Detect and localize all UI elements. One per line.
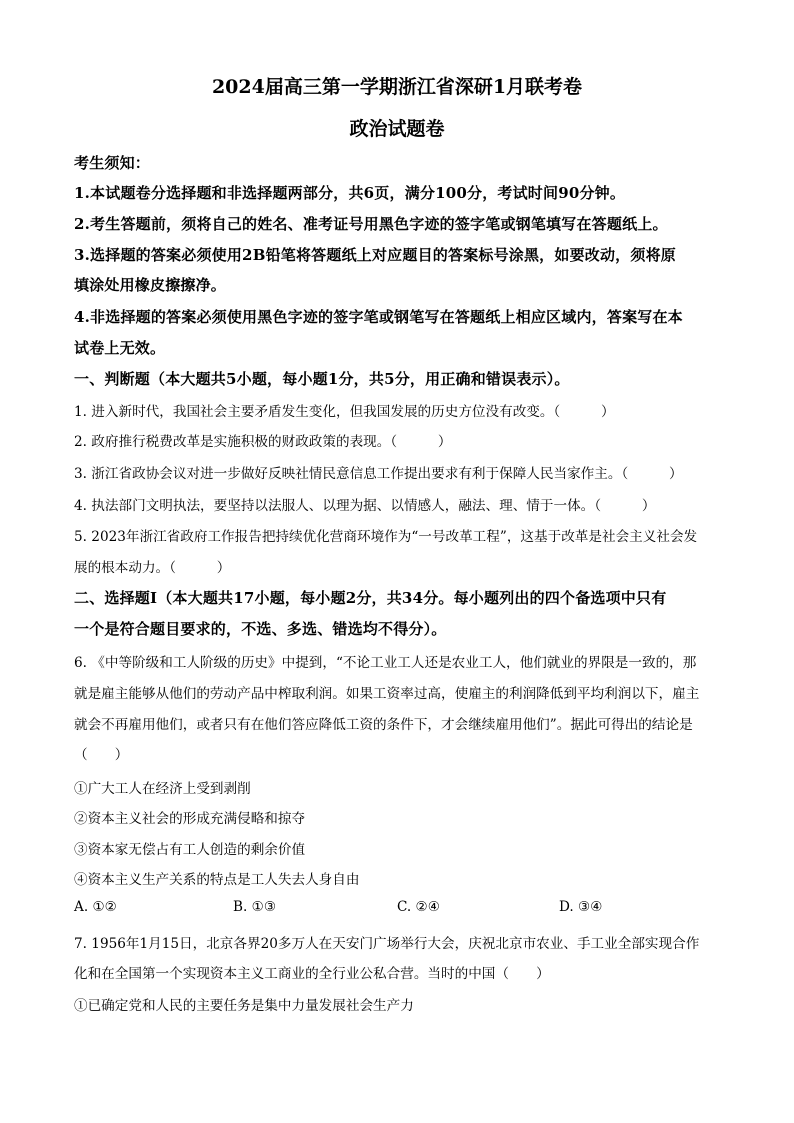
option-d: D. ③④ — [559, 899, 603, 915]
exam-title: 2024届高三第一学期浙江省深研1月联考卷 — [211, 76, 583, 98]
question-7-text: 化和在全国第一个实现资本主义工商业的全行业公私合营。当时的中国（ ） — [74, 966, 550, 982]
question-6-text: 就是雇主能够从他们的劳动产品中榨取利润。如果工资率过高，使雇主的利润降低到平均利润以下，雇主 — [74, 686, 700, 702]
notice-heading: 考生须知： — [74, 154, 151, 172]
question-6-text: 6. 《中等阶级和工人阶级的历史》中提到，“不论工业工人还是农业工人，他们就业的界限是一致的，那 — [74, 655, 697, 671]
question-6-statement: ④资本主义生产关系的特点是工人失去人身自由 — [74, 872, 360, 888]
section2-heading-continued: 一个是符合题目要求的，不选、多选、错选均不得分）。 — [74, 620, 447, 638]
judgment-question: 3. 浙江省政协会议对进一步做好反映社情民意信息工作提出要求有利于保障人民当家作主。（ ） — [74, 466, 683, 482]
notice-item: 4.非选择题的答案必须使用黑色字迹的签字笔或钢笔写在答题纸上相应区域内，答案写在本 — [74, 308, 683, 326]
question-6-options — [74, 899, 724, 919]
judgment-question: 4. 执法部门文明执法，要坚持以法服人、以理为据、以情感人，融法、理、情于一体。（ ） — [74, 498, 656, 514]
section1-heading: 一、判断题（本大题共5小题，每小题1分，共5分，用正确和错误表示）。 — [74, 370, 570, 388]
question-7-text: 7. 1956年1月15日，北京各界20多万人在天安门广场举行大会，庆祝北京市农业、手工业全部实现合作 — [74, 936, 700, 952]
judgment-question: 5. 2023年浙江省政府工作报告把持续优化营商环境作为“一号改革工程”，这基于改革是社会主义社会发 — [74, 529, 698, 545]
question-6-answer-bracket: （ ） — [74, 747, 129, 763]
notice-item: 3.选择题的答案必须使用2B铅笔将答题纸上对应题目的答案标号涂黑，如要改动，须将原 — [74, 246, 676, 264]
judgment-question-continued: 展的根本动力。（ ） — [74, 560, 231, 576]
judgment-question: 2. 政府推行税费改革是实施积极的财政政策的表现。（ ） — [74, 434, 452, 450]
notice-item: 试卷上无效。 — [74, 339, 166, 357]
judgment-question: 1. 进入新时代，我国社会主要矛盾发生变化，但我国发展的历史方位没有改变。（ ） — [74, 404, 615, 420]
option-a: A. ①② — [74, 899, 117, 915]
notice-item: 填涂处用橡皮擦擦净。 — [74, 276, 227, 294]
option-c: C. ②④ — [397, 899, 440, 915]
question-6-statement: ③资本家无偿占有工人创造的剩余价值 — [74, 842, 306, 858]
question-6-statement: ①广大工人在经济上受到剥削 — [74, 781, 251, 797]
question-7-statement: ①已确定党和人民的主要任务是集中力量发展社会生产力 — [74, 998, 414, 1014]
question-6-statement: ②资本主义社会的形成充满侵略和掠夺 — [74, 811, 306, 827]
option-b: B. ①③ — [233, 899, 277, 915]
section2-heading: 二、选择题Ⅰ（本大题共17小题，每小题2分，共34分。每小题列出的四个备选项中只有 — [74, 589, 667, 607]
question-6-text: 就会不再雇用他们，或者只有在他们答应降低工资的条件下，才会继续雇用他们”。据此可得出的结论是 — [74, 717, 693, 733]
exam-subtitle: 政治试题卷 — [349, 118, 445, 140]
notice-item: 2.考生答题前，须将自己的姓名、准考证号用黑色字迹的签字笔或钢笔填写在答题纸上。 — [74, 215, 668, 233]
notice-item: 1.本试题卷分选择题和非选择题两部分，共6页，满分100分，考试时间90分钟。 — [74, 184, 626, 202]
